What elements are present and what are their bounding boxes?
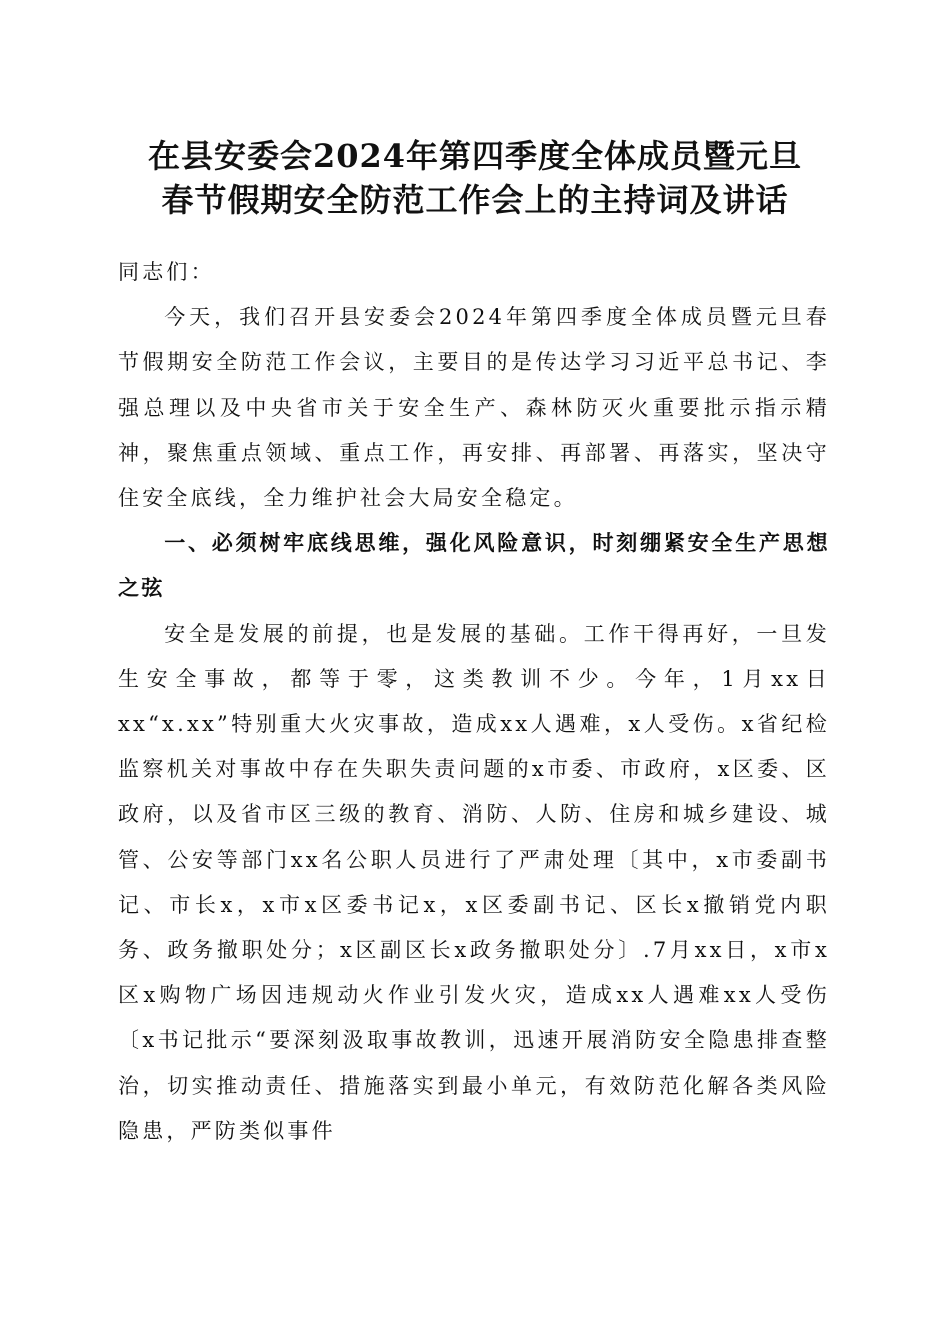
salutation: 同志们：	[118, 260, 215, 284]
paragraph-intro: 今天，我们召开县安委会2024年第四季度全体成员暨元旦春节假期安全防范工作会议，主要目的是传达学习习近平总书记、李强总理以及中央省市关于安全生产、森林防灭火重要批示指示精神，聚焦重点领域、重点工作，再安排、再部署、再落实，坚决守住安全底线，全力维护社会大局安全稳定。	[118, 305, 830, 511]
title-line-2: 春节假期安全防范工作会上的主持词及讲话	[161, 181, 789, 219]
section-heading-1: 一、必须树牢底线思维，强化风险意识，时刻绷紧安全生产思想之弦	[118, 531, 830, 601]
document-body	[118, 250, 830, 1154]
paragraph-section-1: 安全是发展的前提，也是发展的基础。工作干得再好，一旦发生安全事故，都等于零，这类教训不少。今年，1月xx日xx“x.xx”特别重大火灾事故，造成xx人遇难，x人受伤。x省纪检监察机关对事故中存在失职失责问题的x市委、市政府，x区委、区政府，以及省市区三级的教育、消防、人防、住房和城乡建设、城管、公安等部门xx名公职人员进行了严肃处理〔其中，x市委副书记、市长x，x市x区委书记x，x区委副书记、区长x撤销党内职务、政务撤职处分；x区副区长x政务撤职处分〕.7月xx日，x市x区x购物广场因违规动火作业引发火灾，造成xx人遇难xx人受伤〔x书记批示“要深刻汲取事故教训，迅速开展消防安全隐患排查整治，切实推动责任、措施落实到最小单元，有效防范化解各类风险隐患，严防类似事件	[118, 621, 830, 1143]
title-line-1: 在县安委会2024年第四季度全体成员暨元旦	[147, 137, 803, 175]
document-title	[90, 134, 860, 222]
